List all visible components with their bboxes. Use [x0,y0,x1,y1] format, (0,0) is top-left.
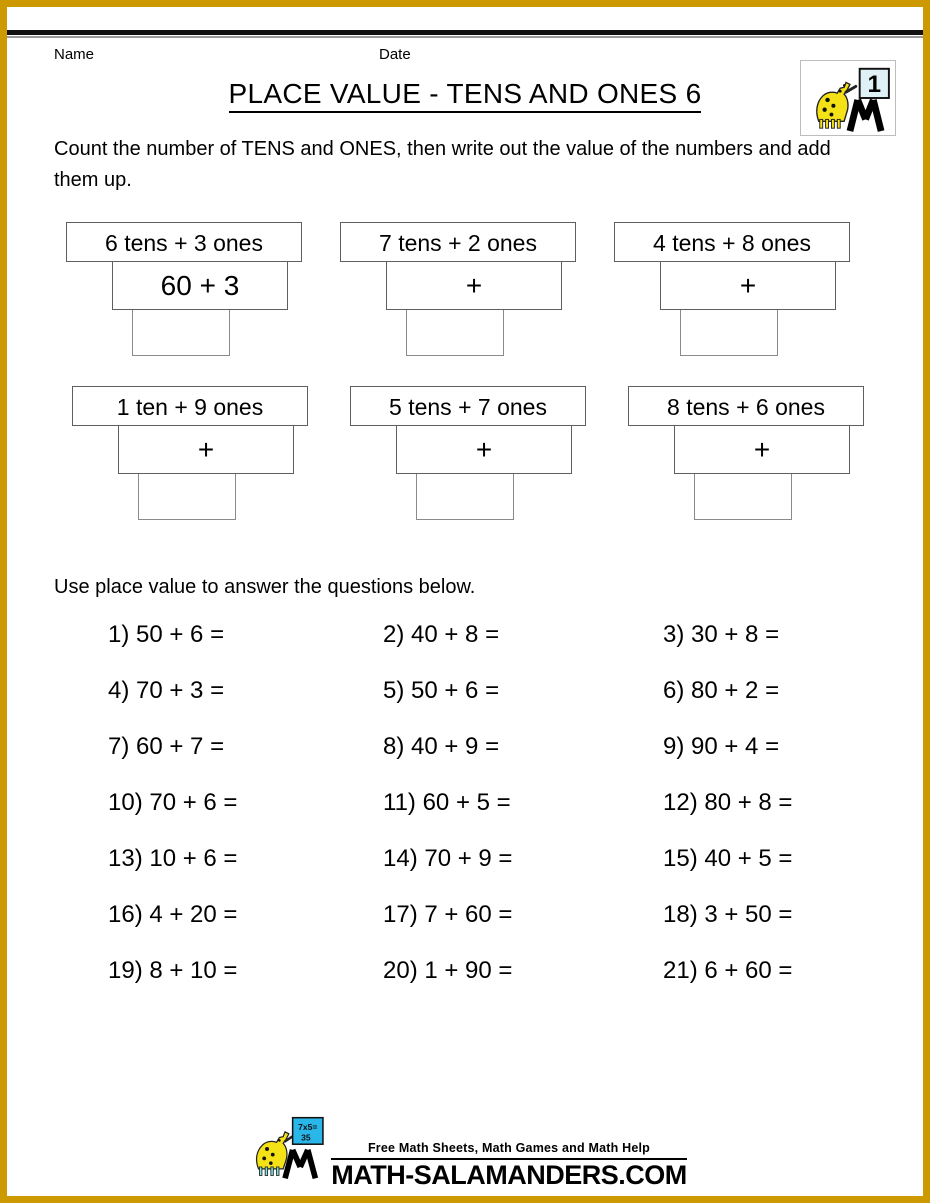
place-value-middle-answer[interactable]: + [118,426,294,474]
page-title-text: PLACE VALUE - TENS AND ONES 6 [229,78,702,113]
question-item[interactable]: 4) 70 + 3 = [108,677,225,704]
question-item[interactable]: 9) 90 + 4 = [663,733,780,760]
place-value-total-answer[interactable] [406,310,504,356]
question-item[interactable]: 8) 40 + 9 = [383,733,500,760]
place-value-expression: 7 tens + 2 ones [340,222,576,262]
place-value-middle-answer[interactable]: + [674,426,850,474]
place-value-total-answer[interactable] [680,310,778,356]
svg-text:1: 1 [867,71,882,99]
footer-giraffe-easel-logo-icon [243,1112,329,1189]
question-item[interactable]: 11) 60 + 5 = [383,789,511,816]
place-value-group [72,386,308,520]
footer-tagline: Free Math Sheets, Math Games and Math Help [367,1141,651,1155]
question-item[interactable]: 6) 80 + 2 = [663,677,780,704]
question-item[interactable]: 3) 30 + 8 = [663,621,780,648]
place-value-group [628,386,864,520]
place-value-middle-answer[interactable]: + [386,262,562,310]
question-item[interactable]: 5) 50 + 6 = [383,677,500,704]
footer-url: MATH-SALAMANDERS.COM [331,1160,687,1190]
place-value-group [350,386,586,520]
question-item[interactable]: 20) 1 + 90 = [383,957,513,984]
place-value-row-2 [0,386,930,520]
question-item[interactable]: 16) 4 + 20 = [108,901,238,928]
place-value-group [614,222,850,356]
question-item[interactable]: 21) 6 + 60 = [663,957,793,984]
place-value-total-answer[interactable] [416,474,514,520]
footer-branding [0,1112,930,1189]
name-label: Name [54,46,95,63]
page-title [0,78,930,112]
place-value-middle-answer[interactable]: 60 + 3 [112,262,288,310]
instructions-primary: Count the number of TENS and ONES, then write out the value of the numbers and add them up. [54,138,831,191]
questions-grid [0,621,930,985]
question-item[interactable]: 17) 7 + 60 = [383,901,513,928]
giraffe-easel-logo-icon [800,60,896,136]
header-rule [7,30,923,35]
place-value-group [66,222,302,356]
instructions-secondary: Use place value to answer the questions below. [54,576,476,598]
date-label: Date [379,46,411,63]
worksheet-content [0,38,930,985]
place-value-expression: 8 tens + 6 ones [628,386,864,426]
footer-board-line1: 7x5= [298,1122,318,1132]
page-border-top [0,0,930,7]
place-value-group [340,222,576,356]
place-value-middle-answer[interactable]: + [660,262,836,310]
page-border-bottom [0,1196,930,1203]
place-value-total-answer[interactable] [138,474,236,520]
name-date-row [54,38,930,64]
question-item[interactable]: 19) 8 + 10 = [108,957,238,984]
place-value-row-1 [0,222,930,356]
question-item[interactable]: 1) 50 + 6 = [108,621,225,648]
question-item[interactable]: 2) 40 + 8 = [383,621,500,648]
place-value-expression: 1 ten + 9 ones [72,386,308,426]
place-value-section [0,222,930,520]
question-item[interactable]: 18) 3 + 50 = [663,901,793,928]
place-value-middle-answer[interactable]: + [396,426,572,474]
place-value-total-answer[interactable] [132,310,230,356]
question-item[interactable]: 13) 10 + 6 = [108,845,238,872]
footer-board-line2: 35 [301,1132,311,1143]
question-item[interactable]: 7) 60 + 7 = [108,733,225,760]
question-item[interactable]: 15) 40 + 5 = [663,845,793,872]
place-value-expression: 4 tens + 8 ones [614,222,850,262]
place-value-total-answer[interactable] [694,474,792,520]
question-item[interactable]: 10) 70 + 6 = [108,789,238,816]
question-item[interactable]: 12) 80 + 8 = [663,789,793,816]
place-value-expression: 6 tens + 3 ones [66,222,302,262]
place-value-expression: 5 tens + 7 ones [350,386,586,426]
question-item[interactable]: 14) 70 + 9 = [383,845,513,872]
